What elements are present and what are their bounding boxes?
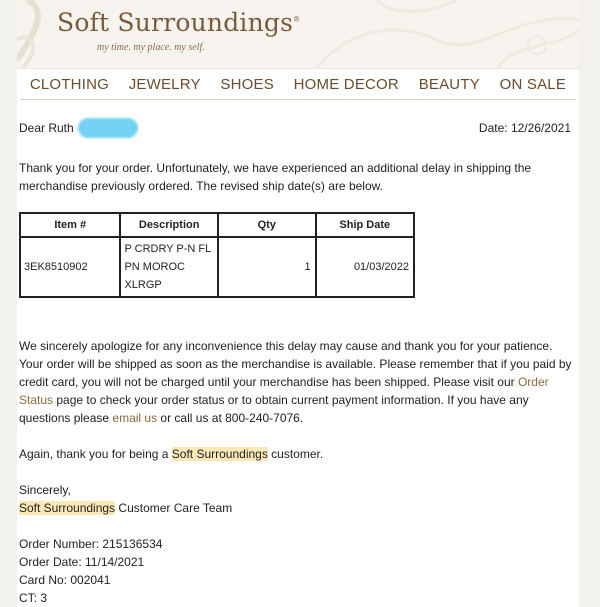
email-us-link[interactable]: email us [112,411,158,425]
nav-clothing[interactable]: CLOTHING [29,75,109,93]
thanks-suffix: customer. [267,447,324,461]
brand-name: Soft Surroundings [57,8,294,37]
thanks-paragraph [19,445,575,463]
redacted-surname [78,118,138,138]
apology-paragraph [19,337,575,427]
category-nav [20,69,576,100]
order-status-link[interactable]: Order Status [19,375,549,407]
greeting-text: Dear Ruth [19,121,74,135]
brand-logo[interactable] [57,8,300,37]
apology-text-3: or call us at 800-240-7076. [157,411,304,425]
nav-jewelry[interactable]: JEWELRY [128,75,201,93]
brand-tagline: my time. my place. my self. [97,42,205,53]
delay-items-table [19,212,415,298]
cell-qty: 1 [218,237,316,297]
order-number: Order Number: 215136534 [19,537,163,551]
header-item-number: Item # [20,213,120,237]
header-ship-date: Ship Date [316,213,414,237]
trademark-mark: ® [293,15,301,24]
signature-line [19,499,575,517]
apology-text-1: We sincerely apologize for any inconvenience this delay may cause and thank you for your patience. Your order will be shipped as soon as the merchandise is available. Please remember that if you paid by credit card, you will not be charged until your merchandise has been shipped. Please visit our [19,339,572,389]
nav-on-sale[interactable]: ON SALE [499,75,567,93]
greeting-row [19,116,575,140]
thanks-prefix: Again, thank you for being a [19,447,172,461]
header-qty: Qty [218,213,316,237]
nav-beauty[interactable]: BEAUTY [418,75,480,93]
cell-ship-date: 01/03/2022 [316,237,414,297]
nav-home-decor[interactable]: HOME DECOR [293,75,399,93]
email-content [19,116,575,607]
header-description: Description [120,213,217,237]
card-number: Card No: 002041 [19,573,111,587]
intro-paragraph: Thank you for your order. Unfortunately, we have experienced an additional delay in shipping the merchandise previously ordered. The revised ship date(s) are below. [19,161,532,193]
email-date: Date: 12/26/2021 [478,121,571,135]
order-info [19,535,575,607]
apology-text-2: page to check your order status or to obtain current payment information. If you have any questions please [19,393,529,425]
greeting [19,118,138,138]
email-body [17,0,579,607]
nav-shoes[interactable]: SHOES [220,75,274,93]
order-date: Order Date: 11/14/2021 [19,555,145,569]
cell-description: P CRDRY P-N FL PN MOROC XLRGP [120,237,217,297]
sign-off [19,481,575,517]
table-row [20,237,414,297]
sincerely-text: Sincerely, [19,483,71,497]
ct-value: CT: 3 [19,591,48,605]
table-header-row [20,213,414,237]
thanks-brand: Soft Surroundings [171,447,268,461]
signature-brand: Soft Surroundings [19,501,116,515]
signature-team: Customer Care Team [115,501,233,515]
cell-item-number: 3EK8510902 [20,237,120,297]
email-header [17,0,579,69]
